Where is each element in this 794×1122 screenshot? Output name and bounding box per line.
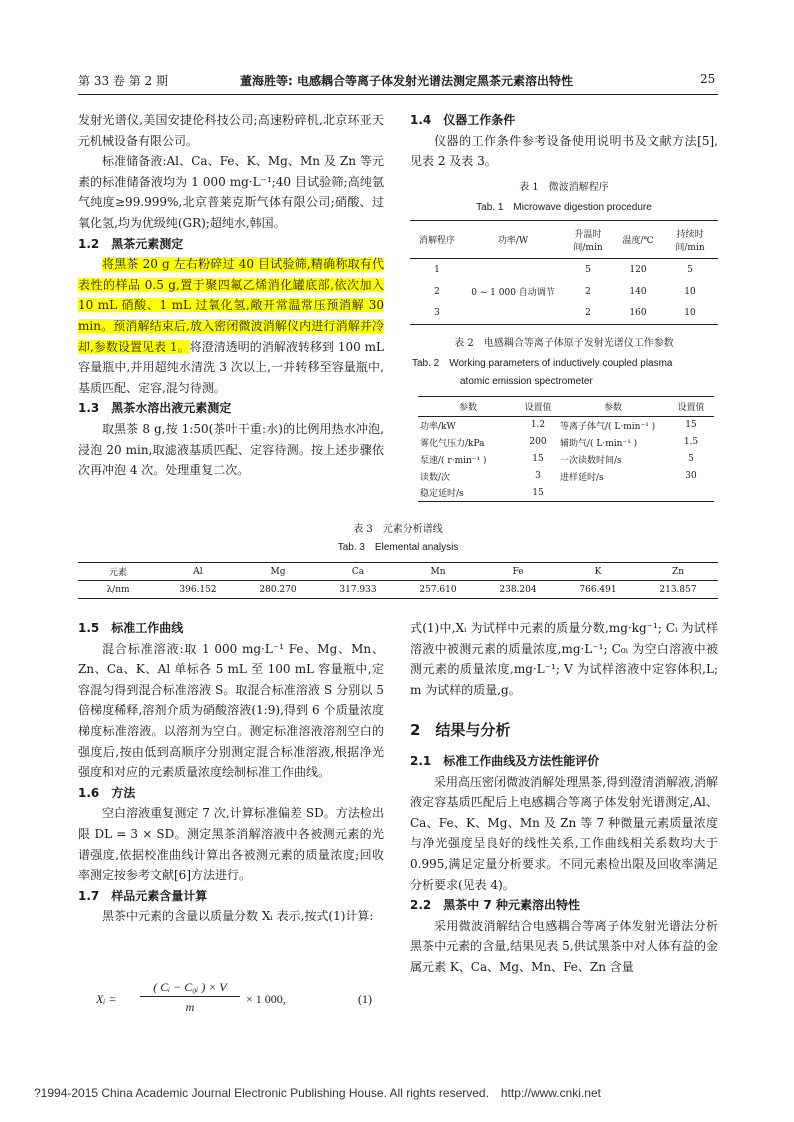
table-1 <box>410 220 718 325</box>
table-cell: 辅助气/( L·min⁻¹ ) <box>560 438 638 449</box>
table-cell: 功率/kW <box>420 421 456 432</box>
table-cell: 2 <box>585 308 591 319</box>
table-cell: 1.5 <box>683 437 699 447</box>
section-1-3-heading: 1.3 黑茶水溶出液元素测定 <box>78 401 232 416</box>
section-2-heading: 2 结果与分析 <box>410 721 511 740</box>
table-cell: 120 <box>629 264 647 275</box>
table-cell: 280.270 <box>259 584 297 595</box>
table-2-caption-en-line1: Tab. 2 Working parameters of inductively coupled plasma <box>412 358 673 369</box>
table-header-cell: Zn <box>671 566 685 577</box>
table-cell: 1.2 <box>530 420 546 431</box>
table-2-caption-en-line2: atomic emission spectrometer <box>460 376 593 387</box>
table-row <box>78 581 718 599</box>
table-header-cell: Al <box>193 566 203 577</box>
header-rule <box>78 94 718 95</box>
section-1-7-heading: 1.7 样品元素含量计算 <box>78 888 208 903</box>
table-header-cell: 升温时间/min <box>573 229 603 253</box>
table-header-cell: 元素 <box>108 568 127 578</box>
table-1-caption-cn: 表 1 微波消解程序 <box>519 182 609 193</box>
fraction-bar <box>140 996 240 997</box>
table-header-cell: Fe <box>512 566 524 577</box>
table-header-row <box>78 563 718 581</box>
table-header-cell: 温度/℃ <box>622 236 654 246</box>
table-1-caption-en: Tab. 1 Microwave digestion procedure <box>476 202 652 213</box>
table-cell: 稳定延时/s <box>420 489 464 500</box>
table-cell: 5 <box>688 454 694 464</box>
paragraph-1-5: 混合标准溶液:取 1 000 mg·L⁻¹ Fe、Mg、Mn、Zn、Ca、K、Al 单标各 5 mL 至 100 mL 容量瓶中,定容混匀得到混合标准溶液 S。取混合标准溶液 S 分别以 5 倍梯度稀释,溶剂介质为硝酸溶液(1:9),得到 6 个质量浓度梯度标准溶液。以溶剂为空白。测定标准溶液溶剂空白的强度后,按由低到高顺序分别测定混合标准溶液,根据净光强度和对应的元素质量浓度绘制标准工作曲线。 <box>78 641 384 780</box>
table-row <box>418 485 714 502</box>
table-cell-power: 0 ~ 1 000 自动调节 <box>471 288 555 298</box>
table-cell: 15 <box>532 454 544 464</box>
table-2-caption-cn: 表 2 电感耦合等离子体原子发射光谱仪工作参数 <box>454 338 674 349</box>
table-cell: λ/nm <box>106 584 130 595</box>
table-cell: 泵速/( r·min⁻¹ ) <box>420 455 487 466</box>
table-row <box>410 259 718 281</box>
table-cell: 10 <box>684 308 696 319</box>
table-header-cell: 设置值 <box>677 403 705 413</box>
table-3 <box>78 562 718 599</box>
table-header-row <box>418 397 714 417</box>
paragraph-1-4: 仪器的工作条件参考设备使用说明书及文献方法[5],见表 2 及表 3。 <box>410 133 718 169</box>
table-header-cell: 消解程序 <box>418 236 455 246</box>
table-row <box>410 281 718 303</box>
table-cell: 3 <box>434 308 440 319</box>
table-row <box>418 451 714 468</box>
table-cell: 10 <box>684 286 696 297</box>
formula-lhs: Xᵢ = <box>96 992 117 1006</box>
table-cell: 读数/次 <box>420 472 451 483</box>
table-cell: 200 <box>529 437 547 447</box>
table-cell: 一次读数时间/s <box>560 455 622 466</box>
table-cell: 3 <box>535 471 541 481</box>
table-3-caption-cn: 表 3 元素分析谱线 <box>353 524 443 535</box>
paragraph-standards: 标准储备液:Al、Ca、Fe、K、Mg、Mn 及 Zn 等元素的标准储备液均为 1 000 mg·L⁻¹;40 目试验筛;高纯氩气纯度≥99.999%,北京普莱克斯气体有限公司;硝酸、过氧化氢,均为优级纯(GR);超纯水,韩国。 <box>78 154 384 230</box>
page-number: 25 <box>700 72 716 86</box>
section-1-6-heading: 1.6 方法 <box>78 785 136 800</box>
table-cell: 213.857 <box>659 584 697 595</box>
highlighted-text[interactable]: 将黑茶 20 g 左右粉碎过 40 目试验筛,精确称取有代表性的样品 0.5 g,置于聚四氟乙烯消化罐底部,依次加入 10 mL 硝酸、1 mL 过氧化氢,敞开常温常压预消解 30 min。预消解结束后,放入密闭微波消解仪内进行消解并冷却,参数设置见表 1。 <box>78 257 384 354</box>
formula-tail: × 1 000, <box>246 992 286 1006</box>
paragraph-2-2: 采用微波消解结合电感耦合等离子体发射光谱法分析黑茶中元素的含量,结果见表 5,供试黑茶中对人体有益的金属元素 K、Ca、Mg、Mn、Fe、Zn 含量 <box>410 918 718 974</box>
formula-1 <box>90 980 384 1020</box>
table-cell: 5 <box>687 264 693 275</box>
table-header-cell: 设置值 <box>524 403 552 413</box>
table-header-cell: Mg <box>270 566 286 577</box>
table-row <box>418 434 714 451</box>
paragraph-2-1: 采用高压密闭微波消解处理黑茶,得到澄清消解液,消解液定容基质匹配后上电感耦合等离子体发射光谱测定,Al、Ca、Fe、K、Mg、Mn 及 Zn 等 7 种微量元素质量浓度与净光强度呈良好的线性关系,工作曲线相关系数均大于 0.995,满足定量分析要求。不同元素检出限及回收率满足分析要求(见表 4)。 <box>410 774 718 892</box>
right-column-top <box>410 110 718 172</box>
table-row <box>418 417 714 434</box>
journal-issue: 第 33 卷 第 2 期 <box>78 74 168 88</box>
section-2-2-heading: 2.2 黑茶中 7 种元素溶出特性 <box>410 898 580 913</box>
table-cell <box>558 485 668 502</box>
table-header-row <box>410 221 718 259</box>
left-column-bottom <box>78 618 384 927</box>
paragraph-instruments: 发射光谱仪,美国安捷伦科技公司;高速粉碎机,北京环亚天元机械设备有限公司。 <box>78 113 384 148</box>
paragraph-formula-explain: 式(1)中,Xᵢ 为试样中元素的质量分数,mg·kg⁻¹; Cᵢ 为试样溶液中被测元素的质量浓度,mg·L⁻¹; C₀ᵢ 为空白溶液中被测元素的质量浓度,mg·L⁻¹; V 为试样溶液中定容体积,L; m 为试样的质量,g。 <box>410 621 718 697</box>
table-cell: 雾化气压力/kPa <box>420 438 485 449</box>
table-cell: 257.610 <box>419 584 457 595</box>
table-cell: 317.933 <box>339 584 377 595</box>
table-row <box>410 303 718 325</box>
paragraph-1-3: 取黑茶 8 g,按 1:50(茶叶干重:水)的比例用热水冲泡,浸泡 20 min,取滤液基质匹配、定容待测。按上述步骤依次再冲泡 4 次。处理重复二次。 <box>78 421 384 478</box>
table-cell: 2 <box>585 286 591 297</box>
section-1-5-heading: 1.5 标准工作曲线 <box>78 621 184 635</box>
table-cell: 进样延时/s <box>560 472 604 483</box>
paragraph-1-7: 黑茶中元素的含量以质量分数 Xᵢ 表示,按式(1)计算: <box>102 909 374 924</box>
table-header-cell: 参数 <box>458 403 477 413</box>
table-cell: 30 <box>685 471 697 481</box>
table-cell: 15 <box>532 487 544 498</box>
table-row <box>418 468 714 485</box>
right-column-bottom <box>410 618 718 978</box>
section-1-4-heading: 1.4 仪器工作条件 <box>410 113 516 127</box>
table-cell <box>668 485 714 502</box>
formula-numerator: ( Cᵢ − C₀ᵢ ) × V <box>153 980 227 994</box>
copyright-footer: ?1994-2015 China Academic Journal Electronic Publishing House. All rights reserved. http://www.cnki.net <box>34 1086 601 1100</box>
table-cell: 238.204 <box>499 584 537 595</box>
section-1-2-heading: 1.2 黑茶元素测定 <box>78 236 184 251</box>
formula-denominator: m <box>185 1000 195 1014</box>
table-cell: 5 <box>585 264 591 275</box>
table-cell: 2 <box>434 286 440 297</box>
table-header-cell: K <box>594 566 602 577</box>
table-cell: 15 <box>685 420 697 431</box>
section-2-1-heading: 2.1 标准工作曲线及方法性能评价 <box>410 753 600 768</box>
paragraph-1-2 <box>78 254 384 398</box>
table-3-caption-en: Tab. 3 Elemental analysis <box>337 542 459 553</box>
formula-number: (1) <box>358 992 372 1006</box>
table-cell: 396.152 <box>179 584 217 595</box>
table-header-cell: 功率/W <box>497 236 529 246</box>
table-header-cell: 持续时间/min <box>675 229 705 253</box>
paragraph-1-6: 空白溶液重复测定 7 次,计算标准偏差 SD。方法检出限 DL = 3 × SD。测定黑茶消解溶液中各被测元素的光谱强度,依据校准曲线计算出各被测元素的质量浓度;回收率测定按参考文献[6]方法进行。 <box>78 806 384 883</box>
table-cell: 等离子体气/( L·min⁻¹ ) <box>560 421 656 432</box>
table-cell: 1 <box>434 264 440 275</box>
running-title: 董海胜等: 电感耦合等离子体发射光谱法测定黑茶元素溶出特性 <box>240 74 573 88</box>
paragraph-1-2-rest: 将澄清透明的消解液转移到 100 mL 容量瓶中,并用超纯水清洗 3 次以上,一并转移至容量瓶中,基质匹配、定容,混匀待测。 <box>78 339 384 395</box>
table-header-cell: Mn <box>430 566 446 577</box>
left-column-top <box>78 110 384 481</box>
table-header-cell: Ca <box>351 566 365 577</box>
table-cell: 140 <box>629 286 647 297</box>
table-cell: 160 <box>629 308 647 319</box>
table-cell: 766.491 <box>579 584 617 595</box>
table-header-cell: 参数 <box>603 403 622 413</box>
table-2 <box>418 396 714 502</box>
